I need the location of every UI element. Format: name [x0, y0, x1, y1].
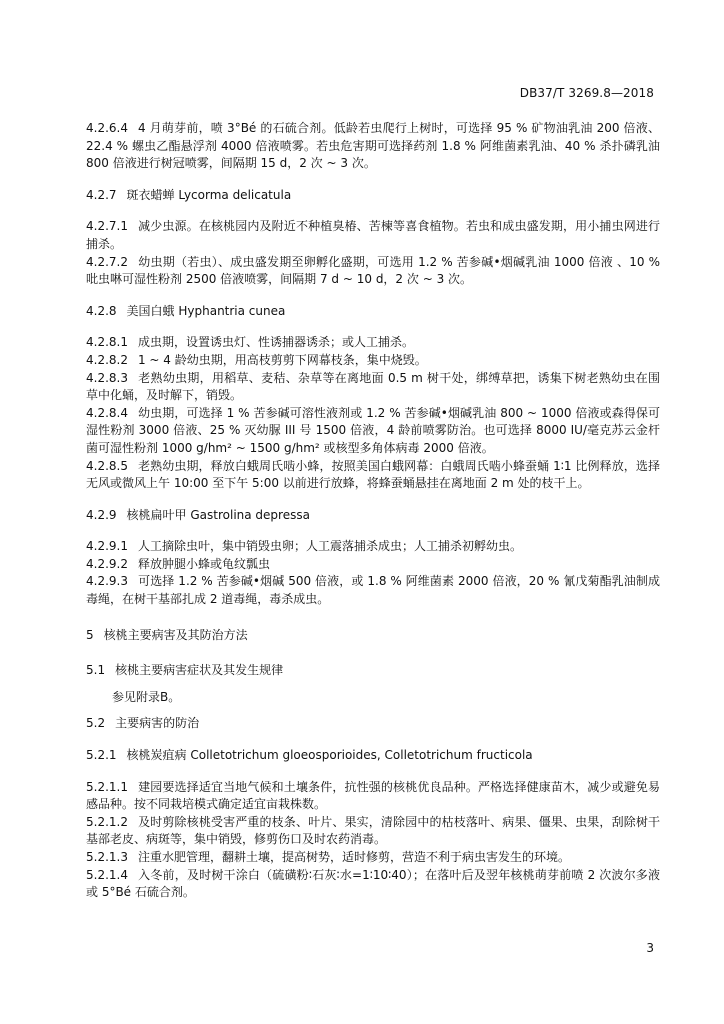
section-5-heading: 5 核桃主要病害及其防治方法: [86, 627, 248, 642]
clause-5-2-1-1: 5.2.1.1 建园要选择适宜当地气候和土壤条件，抗性强的核桃优良品种。严格选择健康苗木，减少或避免易感品种。按不同栽培模式确定适宜亩栽株数。: [86, 779, 660, 812]
document-body: [86, 120, 660, 902]
clause-4-2-8-5: 4.2.8.5 老熟幼虫期，释放白蛾周氏啮小蜂，按照美国白蛾网幕：白蛾周氏啮小蜂蚕蛹 1∶1 比例释放，选择无风或微风上午 10:00 至下午 5:00 以前进行放蜂，将蜂蚕蛹悬挂在离地面 2 m 处的枝干上。: [86, 458, 660, 491]
clause-4-2-7-2: 4.2.7.2 幼虫期（若虫）、成虫盛发期至卵孵化盛期，可选用 1.2 % 苦参碱•烟碱乳油 1000 倍液 、10 %吡虫啉可湿性粉剂 2500 倍液喷雾，间隔期 7 d ~ 10 d，2 次 ~ 3 次。: [86, 254, 660, 287]
clause-4-2-9-2: 4.2.9.2 释放肿腿小蜂或龟纹瓢虫: [86, 556, 270, 571]
heading-4-2-8: 4.2.8 美国白蛾 Hyphantria cunea: [86, 303, 286, 318]
heading-4-2-9: 4.2.9 核桃扁叶甲 Gastrolina depressa: [86, 507, 310, 522]
clause-5-2-1-3: 5.2.1.3 注重水肥管理，翻耕土壤，提高树势，适时修剪，营造不利于病虫害发生的环境。: [86, 850, 570, 864]
clause-5-2-1-2: 5.2.1.2 及时剪除核桃受害严重的枝条、叶片、果实，清除园中的枯枝落叶、病果、僵果、虫果，刮除树干基部老皮、病斑等，集中销毁，修剪伤口及时农药消毒。: [86, 814, 660, 847]
clause-4-2-8-4: 4.2.8.4 幼虫期，可选择 1 % 苦参碱可溶性液剂或 1.2 % 苦参碱•烟碱乳油 800 ~ 1000 倍液或森得保可湿性粉剂 3000 倍液、25 % 灭幼脲 III 号 1500 倍液，4 龄前喷雾防治。也可选择 8000 IU/毫克苏云金杆菌可湿性粉剂 1000 g/hm² ~ 1500 g/hm² 或核型多角体病毒 2000 倍液。: [86, 405, 660, 455]
heading-5-1: 5.1 核桃主要病害症状及其发生规律: [86, 663, 284, 678]
clause-4-2-9-1: 4.2.9.1 人工摘除虫叶，集中销毁虫卵；人工震落捕杀成虫；人工捕杀初孵幼虫。: [86, 539, 522, 554]
clause-4-2-8-2: 4.2.8.2 1 ~ 4 龄幼虫期，用高枝剪剪下网幕枝条，集中烧毁。: [86, 352, 427, 367]
heading-4-2-7: 4.2.7 斑衣蜡蝉 Lycorma delicatula: [86, 187, 292, 202]
page-number: 3: [646, 941, 654, 955]
clause-4-2-7-1: 4.2.7.1 减少虫源。在核桃园内及附近不种植臭椿、苦楝等喜食植物。若虫和成虫盛发期，用小捕虫网进行捕杀。: [86, 219, 660, 251]
heading-5-2: 5.2 主要病害的防治: [86, 716, 200, 731]
clause-4-2-8-3: 4.2.8.3 老熟幼虫期，用稻草、麦秸、杂草等在离地面 0.5 m 树干处，绑缚草把，诱集下树老熟幼虫在围草中化蛹，及时解下，销毁。: [86, 370, 660, 403]
clause-4-2-8-1: 4.2.8.1 成虫期，设置诱虫灯、性诱捕器诱杀；或人工捕杀。: [86, 335, 414, 350]
clause-4-2-9-3: 4.2.9.3 可选择 1.2 % 苦参碱•烟碱 500 倍液，或 1.8 % 阿维菌素 2000 倍液，20 % 氰戊菊酯乳油制成毒绳，在树干基部扎成 2 道毒绳，毒杀成虫。: [86, 574, 660, 607]
heading-5-2-1: 5.2.1 核桃炭疽病 Colletotrichum gloeosporioides, Colletotrichum fructicola: [86, 748, 533, 763]
clause-5-2-1-4: 5.2.1.4 入冬前，及时树干涂白（硫磺粉∶石灰∶水=1∶10∶40）；在落叶后及翌年核桃萌芽前喷 2 次波尔多液或 5°Bé 石硫合剂。: [86, 867, 660, 900]
see-appendix-b: 参见附录B。: [112, 689, 181, 704]
standard-code: DB37/T 3269.8—2018: [519, 86, 654, 100]
clause-4-2-6-4: 4.2.6.4 4 月萌芽前，喷 3°Bé 的石硫合剂。低龄若虫爬行上树时，可选择 95 % 矿物油乳油 200 倍液、22.4 % 螺虫乙酯悬浮剂 4000 倍液喷雾。若虫危害期可选择药剂 1.8 % 阿维菌素乳油、40 % 杀扑磷乳油 800 倍液进行树冠喷雾，间隔期 15 d，2 次 ~ 3 次。: [86, 121, 660, 171]
